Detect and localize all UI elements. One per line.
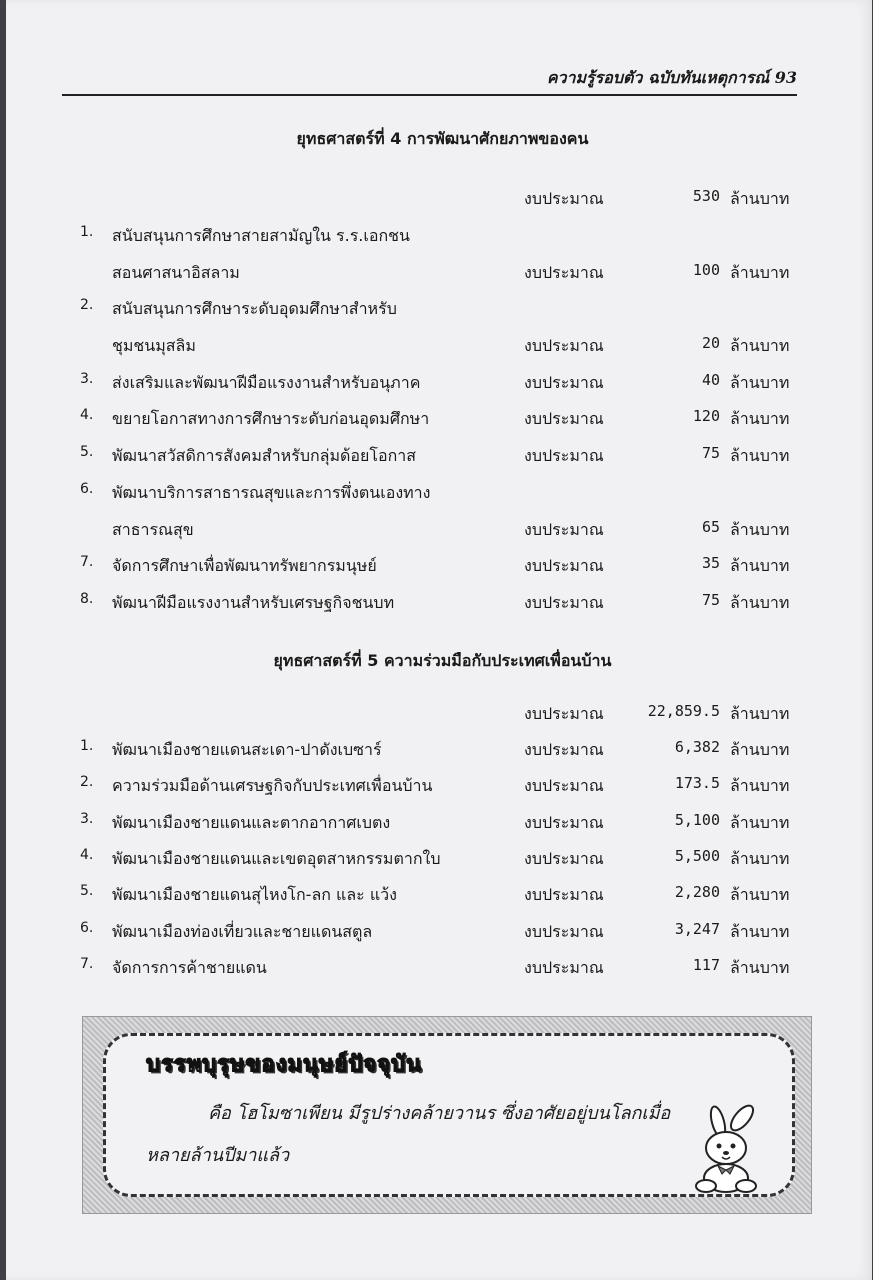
item-text: จัดการศึกษาเพื่อพัฒนาทรัพยากรมนุษย์ <box>112 556 377 575</box>
note-text-line1: คือ โฮโมซาเพียน มีรูปร่างคล้ายวานร ซึ่งอาศัยอยู่บนโลกเมื่อ <box>208 1103 671 1124</box>
budget-amount: 117 <box>692 956 720 974</box>
budget-unit: ล้านบาท <box>730 189 790 208</box>
item-text: สนับสนุนการศึกษาระดับอุดมศึกษาสำหรับ <box>112 299 397 318</box>
budget-label: งบประมาณ <box>524 189 604 208</box>
budget-label: งบประมาณ <box>524 740 604 759</box>
budget-label: งบประมาณ <box>524 958 604 977</box>
budget-amount: 120 <box>692 407 720 425</box>
item-text: พัฒนาเมืองชายแดนและเขตอุตสาหกรรมตากใบ <box>112 849 441 868</box>
budget-unit: ล้านบาท <box>730 958 790 977</box>
item-budget <box>6 738 873 768</box>
budget-label: งบประมาณ <box>524 556 604 575</box>
list-item <box>6 224 873 254</box>
budget-amount: 75 <box>701 591 720 609</box>
budget-label: งบประมาณ <box>524 409 604 428</box>
item-number: 6. <box>80 920 94 936</box>
item-text: พัฒนาฝีมือแรงงานสำหรับเศรษฐกิจชนบท <box>112 593 395 612</box>
item-budget <box>6 774 873 804</box>
budget-unit: ล้านบาท <box>730 263 790 282</box>
budget-unit: ล้านบาท <box>730 446 790 465</box>
book-page <box>6 0 872 1280</box>
budget-amount: 173.5 <box>674 774 720 792</box>
budget-label: งบประมาณ <box>524 263 604 282</box>
budget-unit: ล้านบาท <box>730 885 790 904</box>
item-text-cont: สาธารณสุข <box>112 520 194 539</box>
page-header <box>62 64 797 96</box>
item-budget <box>6 518 873 548</box>
item-text-cont: ชุมชนมุสลิม <box>112 336 196 355</box>
item-text: พัฒนาบริการสาธารณสุขและการพึ่งตนเองทาง <box>112 483 431 502</box>
budget-amount: 40 <box>701 371 720 389</box>
budget-amount: 530 <box>692 187 720 205</box>
budget-amount: 6,382 <box>674 738 720 756</box>
budget-unit: ล้านบาท <box>730 704 790 723</box>
item-number: 3. <box>80 371 94 387</box>
item-number: 4. <box>80 847 94 863</box>
budget-label: งบประมาณ <box>524 593 604 612</box>
budget-unit: ล้านบาท <box>730 409 790 428</box>
item-text-cont: สอนศาสนาอิสลาม <box>112 263 240 282</box>
list-item <box>6 297 873 327</box>
budget-unit: ล้านบาท <box>730 813 790 832</box>
strategy5-heading: ยุทธศาสตร์ที่ 5 ความร่วมมือกับประเทศเพื่อนบ้าน <box>273 651 612 670</box>
item-number: 1. <box>80 738 94 754</box>
budget-amount: 22,859.5 <box>647 702 720 720</box>
budget-label: งบประมาณ <box>524 849 604 868</box>
budget-amount: 5,500 <box>674 847 720 865</box>
item-budget <box>6 334 873 364</box>
item-number: 7. <box>80 956 94 972</box>
note-title: บรรพบุรุษของมนุษย์ปัจจุบัน <box>146 1052 423 1077</box>
item-budget <box>6 920 873 950</box>
item-number: 5. <box>80 444 94 460</box>
item-budget <box>6 371 873 401</box>
budget-label: งบประมาณ <box>524 336 604 355</box>
item-budget <box>6 956 873 986</box>
running-header: ความรู้รอบตัว ฉบับทันเหตุการณ์ 93 <box>546 68 797 87</box>
item-budget <box>6 811 873 841</box>
item-budget <box>6 554 873 584</box>
item-budget <box>6 591 873 621</box>
budget-amount: 75 <box>701 444 720 462</box>
budget-amount: 2,280 <box>674 883 720 901</box>
item-budget <box>6 883 873 913</box>
strategy4-total-row <box>6 187 873 217</box>
strategy4-heading: ยุทธศาสตร์ที่ 4 การพัฒนาศักยภาพของคน <box>296 129 589 148</box>
budget-unit: ล้านบาท <box>730 849 790 868</box>
item-budget <box>6 444 873 474</box>
item-budget <box>6 847 873 877</box>
item-number: 6. <box>80 481 94 497</box>
budget-amount: 35 <box>701 554 720 572</box>
budget-amount: 100 <box>692 261 720 279</box>
budget-unit: ล้านบาท <box>730 593 790 612</box>
budget-label: งบประมาณ <box>524 922 604 941</box>
item-number: 8. <box>80 591 94 607</box>
budget-label: งบประมาณ <box>524 776 604 795</box>
item-budget <box>6 407 873 437</box>
item-text: สนับสนุนการศึกษาสายสามัญใน ร.ร.เอกชน <box>112 226 410 245</box>
item-number: 3. <box>80 811 94 827</box>
item-budget <box>6 261 873 291</box>
item-number: 2. <box>80 297 94 313</box>
budget-amount: 5,100 <box>674 811 720 829</box>
budget-label: งบประมาณ <box>524 885 604 904</box>
budget-unit: ล้านบาท <box>730 373 790 392</box>
item-number: 1. <box>80 224 94 240</box>
budget-label: งบประมาณ <box>524 813 604 832</box>
budget-unit: ล้านบาท <box>730 520 790 539</box>
strategy5-total-row <box>6 702 873 732</box>
note-panel <box>103 1033 795 1197</box>
item-number: 5. <box>80 883 94 899</box>
budget-unit: ล้านบาท <box>730 922 790 941</box>
item-text: ขยายโอกาสทางการศึกษาระดับก่อนอุดมศึกษา <box>112 409 430 428</box>
budget-amount: 65 <box>701 518 720 536</box>
item-text: พัฒนาเมืองท่องเที่ยวและชายแดนสตูล <box>112 922 373 941</box>
budget-label: งบประมาณ <box>524 704 604 723</box>
item-text: พัฒนาเมืองชายแดนสะเดา-ปาดังเบซาร์ <box>112 740 382 759</box>
item-text: พัฒนาสวัสดิการสังคมสำหรับกลุ่มด้อยโอกาส <box>112 446 417 465</box>
budget-unit: ล้านบาท <box>730 556 790 575</box>
item-text: พัฒนาเมืองชายแดนและตากอากาศเบตง <box>112 813 391 832</box>
budget-label: งบประมาณ <box>524 520 604 539</box>
budget-label: งบประมาณ <box>524 373 604 392</box>
item-number: 2. <box>80 774 94 790</box>
budget-amount: 3,247 <box>674 920 720 938</box>
budget-amount: 20 <box>701 334 720 352</box>
budget-unit: ล้านบาท <box>730 336 790 355</box>
item-text: จัดการการค้าชายแดน <box>112 958 267 977</box>
budget-unit: ล้านบาท <box>730 740 790 759</box>
budget-unit: ล้านบาท <box>730 776 790 795</box>
trivia-note-box <box>82 1016 812 1214</box>
item-number: 7. <box>80 554 94 570</box>
list-item <box>6 481 873 511</box>
item-number: 4. <box>80 407 94 423</box>
rabbit-icon <box>682 1102 772 1194</box>
item-text: ความร่วมมือด้านเศรษฐกิจกับประเทศเพื่อนบ้าน <box>112 776 433 795</box>
item-text: ส่งเสริมและพัฒนาฝีมือแรงงานสำหรับอนุภาค <box>112 373 421 392</box>
budget-label: งบประมาณ <box>524 446 604 465</box>
item-text: พัฒนาเมืองชายแดนสุไหงโก-ลก และ แว้ง <box>112 885 397 904</box>
note-text-line2: หลายล้านปีมาแล้ว <box>146 1145 290 1166</box>
